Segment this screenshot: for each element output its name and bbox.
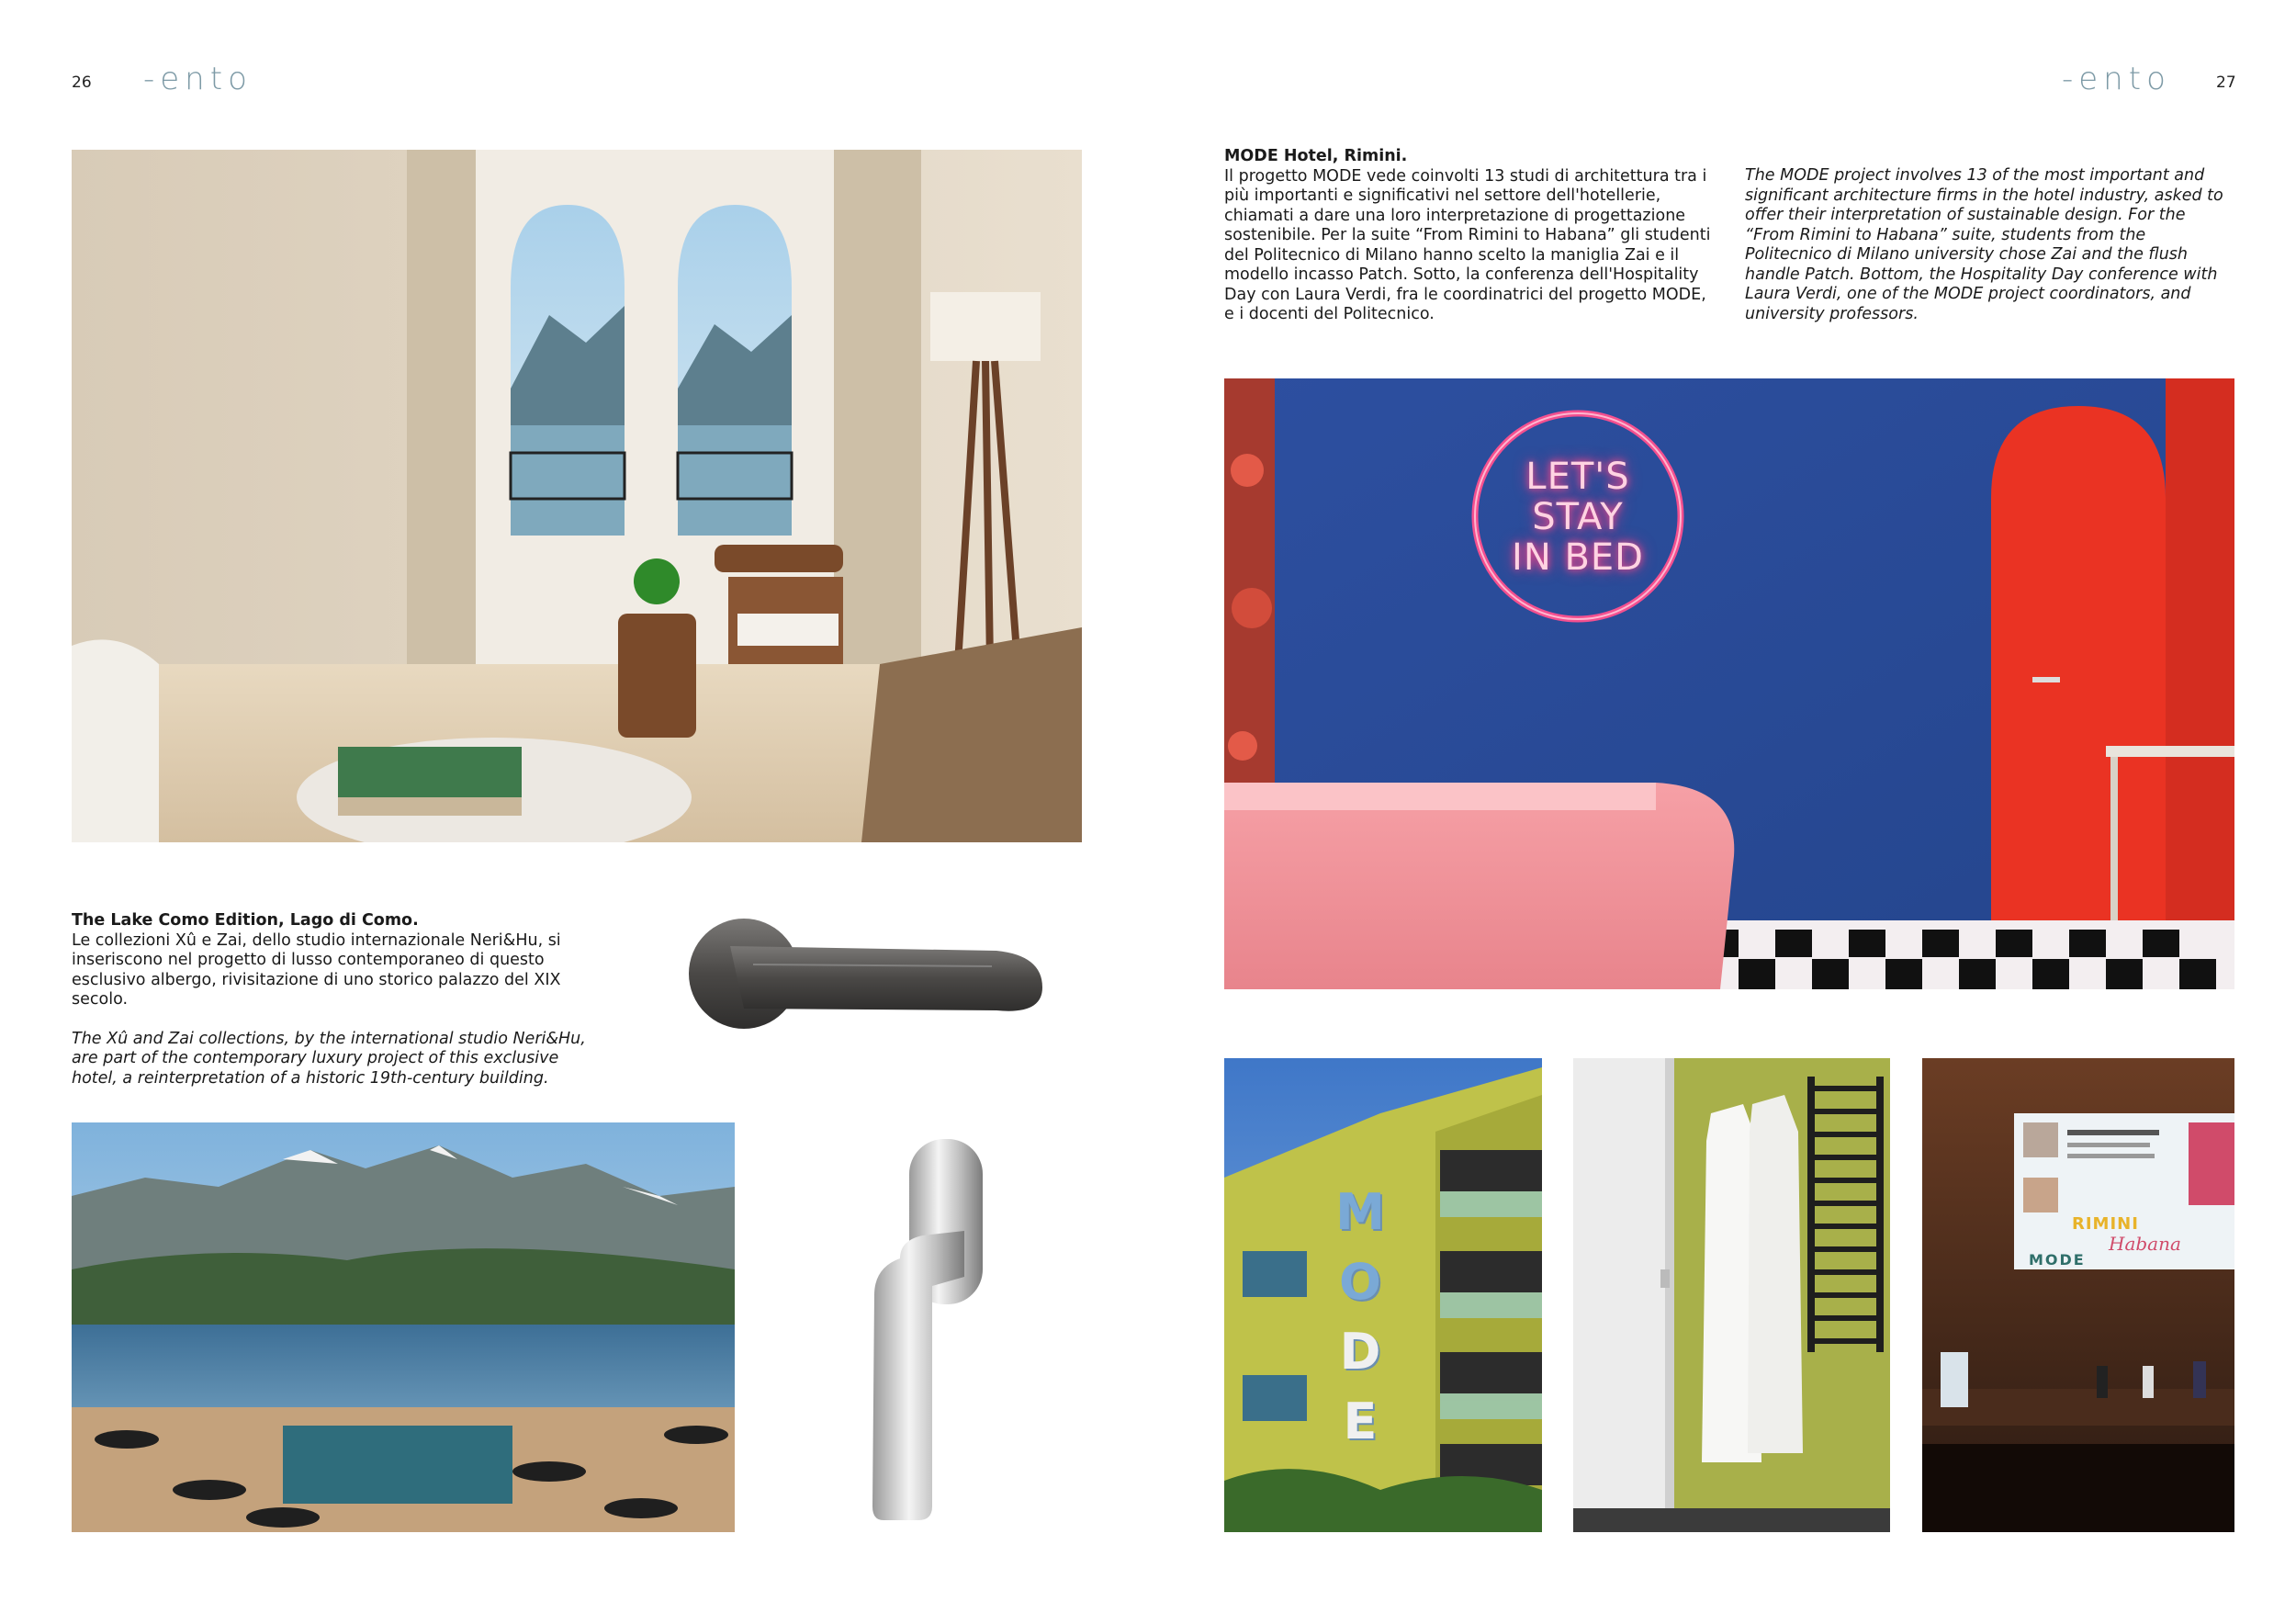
- sign-letter-o: O: [1339, 1253, 1381, 1311]
- xu-window-handle-photo: [863, 1139, 992, 1525]
- sign-letter-e: E: [1343, 1393, 1378, 1450]
- mode-caption-english-block: [1745, 166, 2236, 324]
- screen-line-rimini: RIMINI: [2072, 1214, 2139, 1234]
- sign-letter-m: M: [1335, 1183, 1385, 1241]
- neon-line-3: IN BED: [1512, 536, 1644, 579]
- lake-como-pool-photo: [72, 1122, 735, 1532]
- left-page-number: 26: [72, 73, 92, 92]
- screen-brand-mode: MODE: [2029, 1251, 2086, 1269]
- neon-sign: [1475, 457, 1681, 578]
- mode-caption-title: MODE Hotel, Rimini.: [1224, 147, 1408, 165]
- lake-como-caption: [72, 911, 600, 1088]
- lake-como-bedroom-photo: [72, 150, 1082, 842]
- lake-como-caption-title: The Lake Como Edition, Lago di Como.: [72, 911, 419, 930]
- zai-door-handle-photo: [680, 909, 1047, 1047]
- screen-line-habana: Habana: [2109, 1233, 2181, 1255]
- neon-line-1: LET'S: [1525, 456, 1630, 498]
- left-brand-logo: -ento: [143, 61, 253, 97]
- neon-line-2: STAY: [1532, 496, 1624, 538]
- mode-caption-italian-block: [1224, 147, 1716, 325]
- lake-como-caption-italian: Le collezioni Xû e Zai, dello studio internazionale Neri&Hu, si inseriscono nel progetto di lusso contemporaneo di questo esclusivo albergo, rivisitazione di uno storico palazzo del XIX secolo.: [72, 930, 561, 1009]
- hospitality-day-conference-photo: [1922, 1058, 2234, 1532]
- bathrobes-photo: [1573, 1058, 1890, 1532]
- mode-suite-photo: [1224, 378, 2234, 989]
- sign-letter-d: D: [1339, 1323, 1381, 1381]
- mode-caption-italian: Il progetto MODE vede coinvolti 13 studi di architettura tra i più importanti e significativi nel settore dell'hotellerie, chiamati a dare una loro interpretazione di progettazione sostenibile. Per la suite “From Rimini to Habana” gli studenti del Politecnico di Milano hanno scelto la maniglia Zai e il modello incasso Patch. Sotto, la conferenza dell'Hospitality Day con Laura Verdi, fra le coordinatrici del progetto MODE, e i docenti del Politecnico.: [1224, 166, 1711, 323]
- mode-building-sign: [1333, 1178, 1388, 1457]
- mode-building-photo: [1224, 1058, 1542, 1532]
- mode-caption-english: The MODE project involves 13 of the most important and significant architecture firms in the hotel industry, asked to offer their interpretation of sustainable design. For the “From Rimini to Habana” suite, students from the Politecnico di Milano university chose Zai and the flush handle Patch. Bottom, the Hospitality Day conference with Laura Verdi, one of the MODE project coordinators, and university professors.: [1745, 166, 2223, 323]
- right-brand-logo: -ento: [2062, 61, 2171, 97]
- lake-como-caption-english: The Xû and Zai collections, by the international studio Neri&Hu, are part of the contemporary luxury project of this exclusive hotel, a reinterpretation of a historic 19th-century building.: [72, 1029, 586, 1088]
- right-page-number: 27: [2216, 73, 2236, 92]
